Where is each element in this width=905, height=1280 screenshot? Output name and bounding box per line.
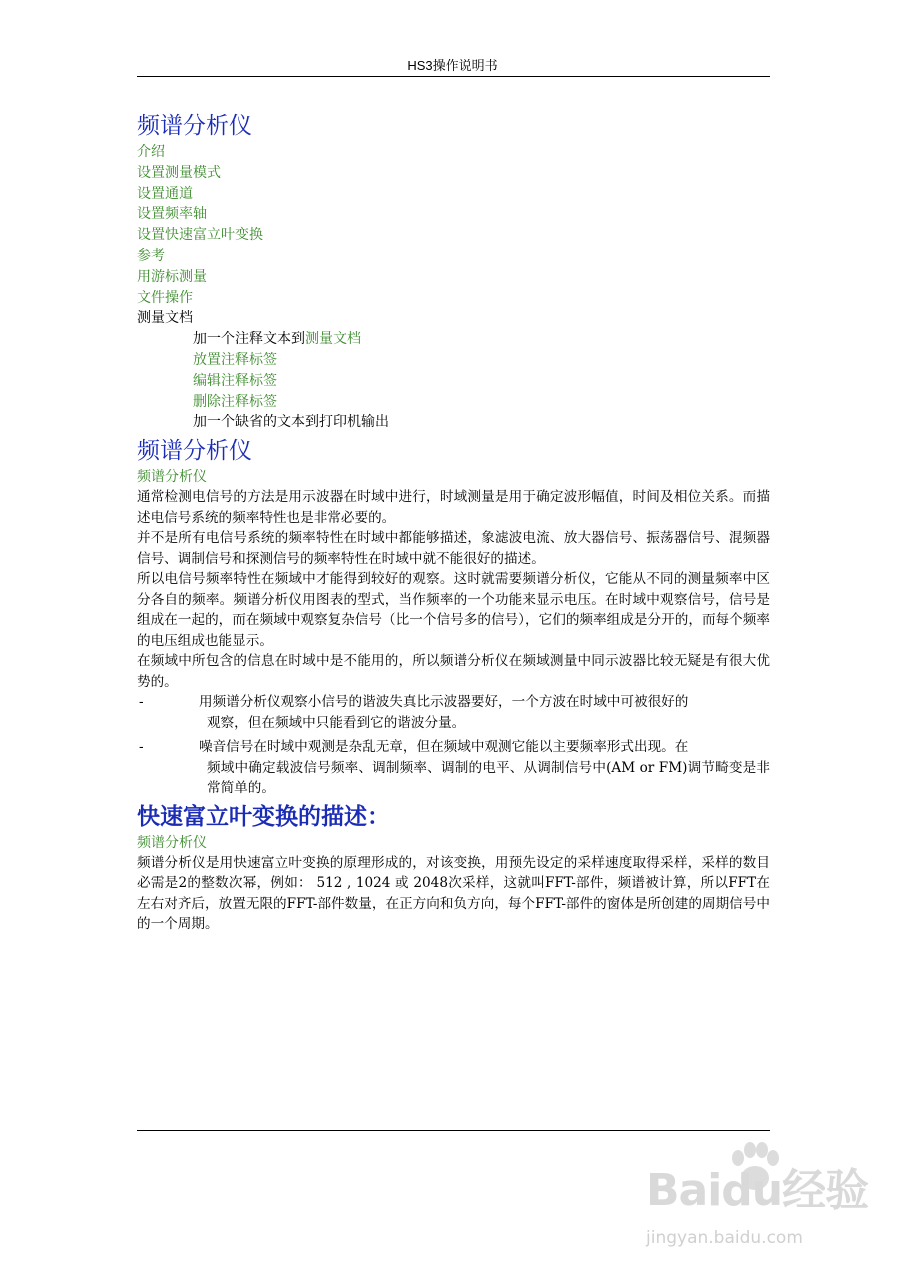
bullet-line: 噪音信号在时域中观测是杂乱无章，但在频域中观测它能以主要频率形式出现。在 bbox=[199, 739, 689, 756]
watermark bbox=[646, 1140, 886, 1275]
toc-link-fft[interactable]: 设置快速富立叶变换 bbox=[137, 227, 263, 244]
toc-link-delete-label[interactable]: 删除注释标签 bbox=[193, 393, 277, 410]
bullet-text bbox=[137, 737, 770, 799]
footer-divider bbox=[137, 1130, 770, 1131]
bullet-dash: - bbox=[139, 694, 144, 711]
toc-link-cursor-measure[interactable]: 用游标测量 bbox=[137, 268, 207, 285]
toc-item-measure-doc: 测量文档 bbox=[137, 310, 193, 327]
section-title-spectrum: 频谱分析仪 bbox=[137, 438, 252, 465]
bullet-dash: - bbox=[139, 739, 144, 756]
section-subtitle-spectrum: 频谱分析仪 bbox=[137, 469, 207, 486]
bullet-line: 观察，但在频域中只能看到它的谐波分量。 bbox=[207, 714, 466, 731]
paragraph: 在频域中所包含的信息在时域中是不能用的，所以频谱分析仪在频域测量中同示波器比较无疑是有很大优势的。 bbox=[137, 653, 770, 690]
document-body bbox=[137, 110, 770, 935]
watermark-url: jingyan.baidu.com bbox=[646, 1228, 803, 1248]
toc-subitem-add-note bbox=[137, 329, 770, 350]
toc-link-place-label[interactable]: 放置注释标签 bbox=[193, 351, 277, 368]
paragraph: 并不是所有电信号系统的频率特性在时域中都能够描述，象滤波电流、放大器信号、振荡器信号、混频器信号、调制信号和探测信号的频率特性在时域中就不能很好的描述。 bbox=[137, 530, 770, 567]
section-subtitle-fft: 频谱分析仪 bbox=[137, 834, 207, 851]
paragraph: 通常检测电信号的方法是用示波器在时域中进行，时域测量是用于确定波形幅值，时间及相位关系。而描述电信号系统的频率特性也是非常必要的。 bbox=[137, 489, 770, 526]
toc-link-measure-mode[interactable]: 设置测量模式 bbox=[137, 164, 221, 181]
toc-link-intro[interactable]: 介绍 bbox=[137, 144, 165, 160]
bullet-line: 频域中确定载波信号频率、调制频率、调制的电平、从调制信号中(AM or FM)调节畸变是非常简单的。 bbox=[207, 759, 770, 797]
bullet-text bbox=[137, 692, 770, 733]
header-divider bbox=[137, 76, 770, 77]
section-title-fft: 快速富立叶变换的描述： bbox=[137, 802, 390, 830]
toc-link-edit-label[interactable]: 编辑注释标签 bbox=[193, 372, 277, 389]
bullet-item bbox=[137, 692, 770, 733]
toc-link-measure-doc[interactable]: 测量文档 bbox=[305, 331, 361, 348]
toc-link-frequency-axis[interactable]: 设置频率轴 bbox=[137, 206, 207, 223]
table-of-contents bbox=[137, 142, 770, 433]
bullet-line: 用频谱分析仪观察小信号的谐波失真比示波器要好，一个方波在时域中可被很好的 bbox=[199, 694, 689, 711]
toc-link-channels[interactable]: 设置通道 bbox=[137, 185, 193, 202]
page-header-title: HS3操作说明书 bbox=[407, 58, 498, 73]
toc-subitem-add-note-text: 加一个注释文本到 bbox=[193, 331, 305, 348]
paragraph: 所以电信号频率特性在频域中才能得到较好的观察。这时就需要频谱分析仪，它能从不同的测量频率中区分各自的频率。频谱分析仪用图表的型式，当作频率的一个功能来显示电压。在时域中观察信号，信号是组成在一起的，而在频域中观察复杂信号（比一个信号多的信号），它们的频率组成是分开的，而每个频率的电压组成也能显示。 bbox=[137, 571, 770, 649]
toc-link-reference[interactable]: 参考 bbox=[137, 247, 165, 264]
toc-link-file-ops[interactable]: 文件操作 bbox=[137, 289, 193, 306]
toc-title: 频谱分析仪 bbox=[137, 113, 252, 139]
toc-subitem-default-text: 加一个缺省的文本到打印机输出 bbox=[193, 414, 389, 431]
bullet-item bbox=[137, 737, 770, 799]
watermark-logo: Baidu经验 bbox=[646, 1165, 869, 1216]
paragraph: 频谱分析仪是用快速富立叶变换的原理形成的，对该变换，用预先设定的采样速度取得采样，采样的数目必需是2的整数次幂，例如： 512 , 1024 或 2048次采样，这就叫FFT-部件，频谱被计算，所以FFT在左右对齐后，放置无限的FFT-部件数量，在正方向和负方向，每个FFT-部件的窗体是所创建的周期信号中的一个周期。 bbox=[137, 854, 770, 933]
